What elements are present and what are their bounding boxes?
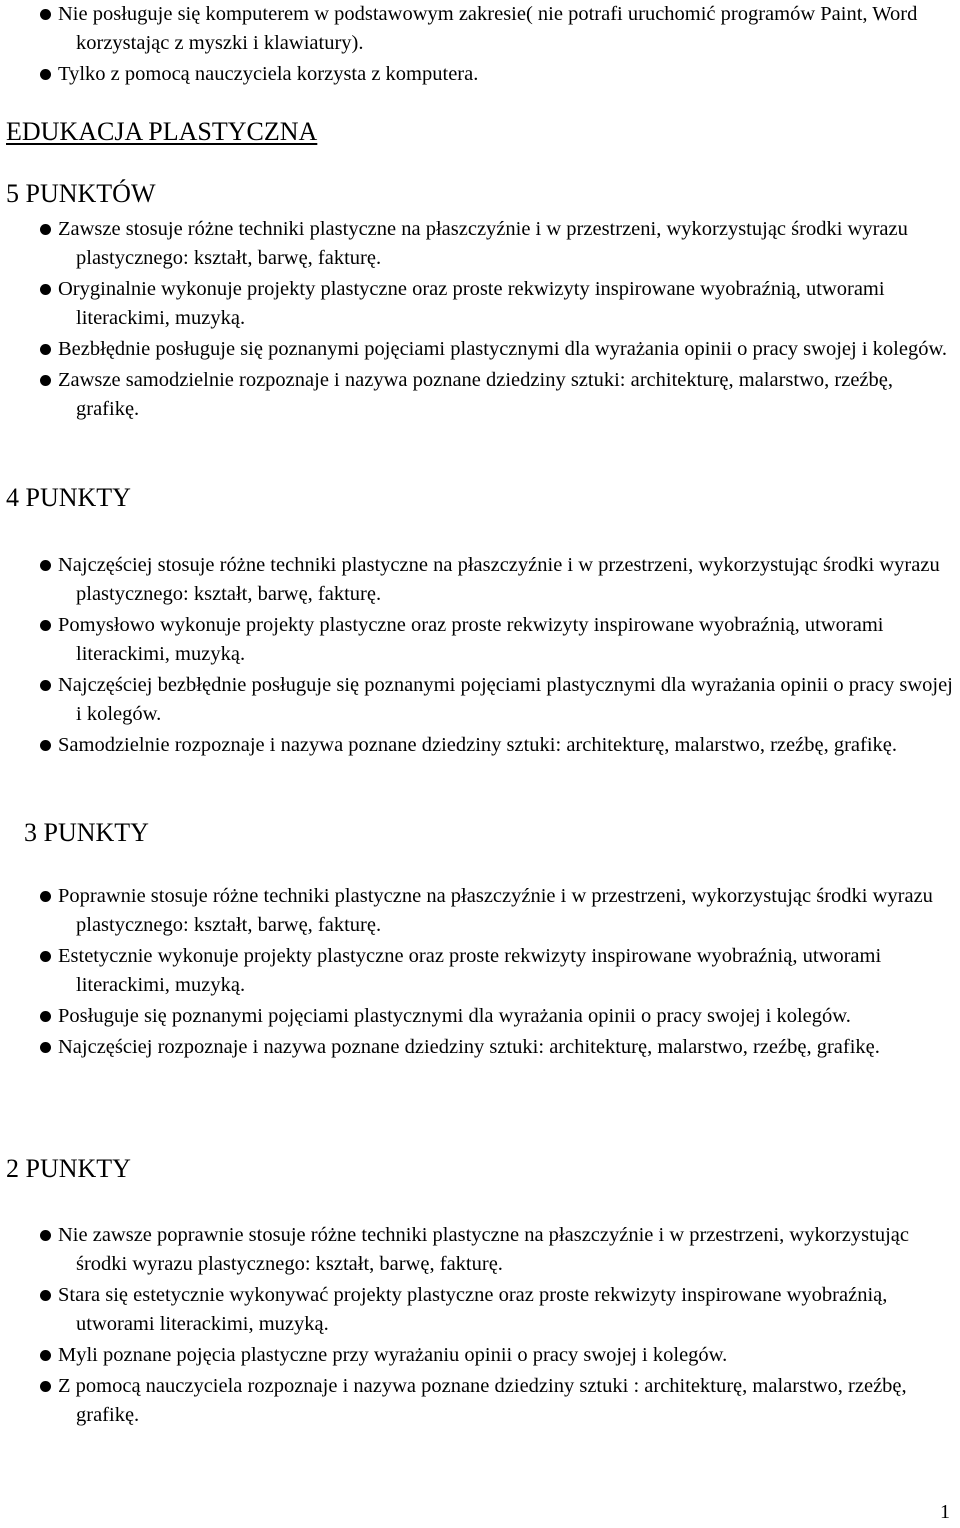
list-item: Z pomocą nauczyciela rozpoznaje i nazywa poznane dziedziny sztuki : architekturę, malarstwo, rzeźbę, grafikę.: [0, 1372, 960, 1430]
section-list: [0, 882, 960, 1062]
bullet-icon: [40, 1011, 51, 1022]
list-item: Nie posługuje się komputerem w podstawowym zakresie( nie potrafi uruchomić programów Paint, Word korzystając z myszki i klawiatury).: [0, 0, 960, 58]
section-list: [0, 215, 960, 424]
list-item: Posługuje się poznanymi pojęciami plastycznymi dla wyrażania opinii o pracy swojej i kolegów.: [0, 1002, 960, 1031]
list-item: Nie zawsze poprawnie stosuje różne techniki plastyczne na płaszczyźnie i w przestrzeni, wykorzystując środki wyrazu plastycznego: kształt, barwę, fakturę.: [0, 1221, 960, 1279]
list-item: Tylko z pomocą nauczyciela korzysta z komputera.: [0, 60, 960, 89]
list-item: Najczęściej rozpoznaje i nazywa poznane dziedziny sztuki: architekturę, malarstwo, rzeźbę, grafikę.: [0, 1033, 960, 1062]
section-list: [0, 1221, 960, 1430]
list-item: Pomysłowo wykonuje projekty plastyczne oraz proste rekwizyty inspirowane wyobraźnią, utworami literackimi, muzyką.: [0, 611, 960, 669]
bullet-icon: [40, 344, 51, 355]
list-item: Najczęściej bezbłędnie posługuje się poznanymi pojęciami plastycznymi dla wyrażania opinii o pracy swojej i kolegów.: [0, 671, 960, 729]
bullet-icon: [40, 375, 51, 386]
bullet-icon: [40, 951, 51, 962]
list-item: Oryginalnie wykonuje projekty plastyczne oraz proste rekwizyty inspirowane wyobraźnią, utworami literackimi, muzyką.: [0, 275, 960, 333]
bullet-icon: [40, 1042, 51, 1053]
page-title: EDUKACJA PLASTYCZNA: [6, 117, 318, 146]
bullet-icon: [40, 560, 51, 571]
bullet-icon: [40, 1230, 51, 1241]
bullet-icon: [40, 284, 51, 295]
section-list: [0, 551, 960, 760]
list-item: Stara się estetycznie wykonywać projekty plastyczne oraz proste rekwizyty inspirowane wyobraźnią, utworami literackimi, muzyką.: [0, 1281, 960, 1339]
bullet-icon: [40, 680, 51, 691]
intro-list: [0, 0, 960, 89]
list-item: Myli poznane pojęcia plastyczne przy wyrażaniu opinii o pracy swojej i kolegów.: [0, 1341, 960, 1370]
bullet-icon: [40, 9, 51, 20]
bullet-icon: [40, 69, 51, 80]
bullet-icon: [40, 1381, 51, 1392]
list-item: Samodzielnie rozpoznaje i nazywa poznane dziedziny sztuki: architekturę, malarstwo, rzeźbę, grafikę.: [0, 731, 960, 760]
bullet-icon: [40, 1290, 51, 1301]
section-heading: 2 PUNKTY: [6, 1154, 131, 1183]
section-heading: 3 PUNKTY: [24, 818, 149, 847]
list-item: Zawsze stosuje różne techniki plastyczne na płaszczyźnie i w przestrzeni, wykorzystując środki wyrazu plastycznego: kształt, barwę, fakturę.: [0, 215, 960, 273]
bullet-icon: [40, 1350, 51, 1361]
list-item: Najczęściej stosuje różne techniki plastyczne na płaszczyźnie i w przestrzeni, wykorzystując środki wyrazu plastycznego: kształt, barwę, fakturę.: [0, 551, 960, 609]
page-number: 1: [940, 1501, 950, 1523]
list-item: Bezbłędnie posługuje się poznanymi pojęciami plastycznymi dla wyrażania opinii o pracy swojej i kolegów.: [0, 335, 960, 364]
bullet-icon: [40, 224, 51, 235]
list-item: Poprawnie stosuje różne techniki plastyczne na płaszczyźnie i w przestrzeni, wykorzystując środki wyrazu plastycznego: kształt, barwę, fakturę.: [0, 882, 960, 940]
section-heading: 4 PUNKTY: [6, 483, 131, 512]
list-item: Zawsze samodzielnie rozpoznaje i nazywa poznane dziedziny sztuki: architekturę, malarstwo, rzeźbę, grafikę.: [0, 366, 960, 424]
bullet-icon: [40, 740, 51, 751]
bullet-icon: [40, 891, 51, 902]
list-item: Estetycznie wykonuje projekty plastyczne oraz proste rekwizyty inspirowane wyobraźnią, utworami literackimi, muzyką.: [0, 942, 960, 1000]
section-heading: 5 PUNKTÓW: [6, 179, 156, 208]
bullet-icon: [40, 620, 51, 631]
